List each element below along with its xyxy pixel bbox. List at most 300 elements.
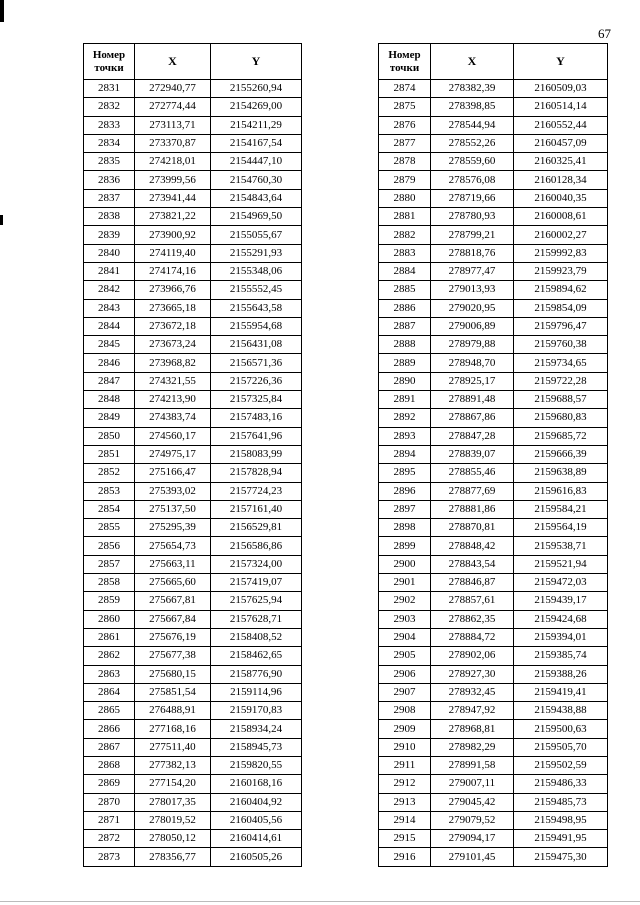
table-row [379, 98, 608, 116]
cell-x: 278019,52 [135, 811, 211, 829]
cell-x: 278968,81 [431, 720, 514, 738]
cell-point-number: 2895 [379, 464, 431, 482]
cell-y: 2159486,33 [514, 775, 608, 793]
cell-x: 278552,26 [431, 134, 514, 152]
cell-x: 277511,40 [135, 738, 211, 756]
cell-y: 2160457,09 [514, 134, 608, 152]
cell-point-number: 2884 [379, 262, 431, 280]
cell-y: 2160405,56 [211, 811, 302, 829]
table-row [84, 574, 302, 592]
cell-point-number: 2886 [379, 299, 431, 317]
table-row [84, 811, 302, 829]
table-row [379, 134, 608, 152]
cell-x: 274119,40 [135, 244, 211, 262]
cell-point-number: 2896 [379, 482, 431, 500]
cell-point-number: 2832 [84, 98, 135, 116]
table-row [379, 409, 608, 427]
cell-x: 278862,35 [431, 610, 514, 628]
cell-point-number: 2871 [84, 811, 135, 829]
table-row [84, 171, 302, 189]
cell-x: 275137,50 [135, 500, 211, 518]
cell-y: 2160168,16 [211, 775, 302, 793]
cell-point-number: 2860 [84, 610, 135, 628]
table-row [84, 537, 302, 555]
cell-y: 2155055,67 [211, 226, 302, 244]
cell-y: 2160414,61 [211, 830, 302, 848]
cell-x: 277168,16 [135, 720, 211, 738]
table-row [84, 134, 302, 152]
cell-x: 278867,86 [431, 409, 514, 427]
table-row [379, 226, 608, 244]
cell-point-number: 2897 [379, 500, 431, 518]
table-row [379, 336, 608, 354]
cell-y: 2159385,74 [514, 647, 608, 665]
table-row [84, 317, 302, 335]
cell-x: 278884,72 [431, 628, 514, 646]
cell-y: 2157324,00 [211, 555, 302, 573]
table-row [379, 756, 608, 774]
cell-x: 278881,86 [431, 500, 514, 518]
table-row [379, 628, 608, 646]
cell-x: 278857,61 [431, 592, 514, 610]
cell-point-number: 2875 [379, 98, 431, 116]
column-header-x: X [135, 44, 211, 80]
cell-point-number: 2892 [379, 409, 431, 427]
cell-y: 2160128,34 [514, 171, 608, 189]
cell-x: 273968,82 [135, 354, 211, 372]
table-row [84, 427, 302, 445]
cell-point-number: 2847 [84, 372, 135, 390]
table-row [379, 738, 608, 756]
page-bottom-edge [0, 901, 640, 902]
cell-y: 2159439,17 [514, 592, 608, 610]
table-row [84, 354, 302, 372]
table-row [379, 299, 608, 317]
cell-point-number: 2874 [379, 80, 431, 98]
table-row [84, 683, 302, 701]
cell-x: 273370,87 [135, 134, 211, 152]
cell-y: 2154843,64 [211, 189, 302, 207]
cell-x: 274213,90 [135, 391, 211, 409]
cell-point-number: 2876 [379, 116, 431, 134]
cell-x: 278848,42 [431, 537, 514, 555]
table-row [84, 793, 302, 811]
cell-y: 2157641,96 [211, 427, 302, 445]
cell-point-number: 2852 [84, 464, 135, 482]
table-row [84, 500, 302, 518]
cell-x: 278847,28 [431, 427, 514, 445]
cell-y: 2159923,79 [514, 262, 608, 280]
table-row [84, 226, 302, 244]
cell-point-number: 2910 [379, 738, 431, 756]
table-row [84, 445, 302, 463]
cell-point-number: 2857 [84, 555, 135, 573]
table-row [379, 153, 608, 171]
cell-point-number: 2906 [379, 665, 431, 683]
cell-point-number: 2898 [379, 519, 431, 537]
table-row [379, 189, 608, 207]
cell-x: 279079,52 [431, 811, 514, 829]
cell-point-number: 2836 [84, 171, 135, 189]
cell-y: 2158083,99 [211, 445, 302, 463]
cell-y: 2159760,38 [514, 336, 608, 354]
cell-point-number: 2870 [84, 793, 135, 811]
cell-x: 278719,66 [431, 189, 514, 207]
cell-point-number: 2837 [84, 189, 135, 207]
cell-x: 278877,69 [431, 482, 514, 500]
table-row [84, 464, 302, 482]
cell-point-number: 2859 [84, 592, 135, 610]
table-row [379, 665, 608, 683]
table-row [84, 80, 302, 98]
cell-point-number: 2846 [84, 354, 135, 372]
cell-x: 278948,70 [431, 354, 514, 372]
cell-x: 273665,18 [135, 299, 211, 317]
table-row [379, 244, 608, 262]
cell-x: 273673,24 [135, 336, 211, 354]
cell-y: 2159170,83 [211, 702, 302, 720]
table-row [84, 244, 302, 262]
cell-point-number: 2885 [379, 281, 431, 299]
cell-y: 2155552,45 [211, 281, 302, 299]
cell-x: 278855,46 [431, 464, 514, 482]
cell-y: 2157625,94 [211, 592, 302, 610]
cell-x: 273966,76 [135, 281, 211, 299]
cell-y: 2159475,30 [514, 848, 608, 866]
cell-point-number: 2848 [84, 391, 135, 409]
cell-point-number: 2914 [379, 811, 431, 829]
cell-x: 278846,87 [431, 574, 514, 592]
cell-point-number: 2855 [84, 519, 135, 537]
cell-x: 279101,45 [431, 848, 514, 866]
table-header-row [84, 44, 302, 80]
cell-y: 2159538,71 [514, 537, 608, 555]
cell-x: 272774,44 [135, 98, 211, 116]
column-header-point-number: Номер точки [84, 44, 135, 80]
table-row [379, 372, 608, 390]
table-row [84, 208, 302, 226]
table-row [84, 647, 302, 665]
cell-y: 2156571,36 [211, 354, 302, 372]
cell-x: 275295,39 [135, 519, 211, 537]
cell-point-number: 2899 [379, 537, 431, 555]
cell-y: 2159992,83 [514, 244, 608, 262]
cell-x: 278977,47 [431, 262, 514, 280]
cell-x: 278927,30 [431, 665, 514, 683]
cell-y: 2157628,71 [211, 610, 302, 628]
cell-x: 273941,44 [135, 189, 211, 207]
cell-x: 278544,94 [431, 116, 514, 134]
cell-point-number: 2905 [379, 647, 431, 665]
cell-point-number: 2850 [84, 427, 135, 445]
table-row [84, 482, 302, 500]
cell-y: 2155291,93 [211, 244, 302, 262]
cell-point-number: 2879 [379, 171, 431, 189]
table-row [379, 848, 608, 866]
cell-point-number: 2840 [84, 244, 135, 262]
cell-x: 278382,39 [431, 80, 514, 98]
cell-point-number: 2856 [84, 537, 135, 555]
cell-y: 2160040,35 [514, 189, 608, 207]
cell-point-number: 2882 [379, 226, 431, 244]
cell-point-number: 2839 [84, 226, 135, 244]
cell-point-number: 2853 [84, 482, 135, 500]
cell-y: 2159854,09 [514, 299, 608, 317]
cell-point-number: 2904 [379, 628, 431, 646]
cell-x: 278979,88 [431, 336, 514, 354]
cell-x: 279094,17 [431, 830, 514, 848]
cell-point-number: 2908 [379, 702, 431, 720]
table-row [84, 299, 302, 317]
cell-point-number: 2863 [84, 665, 135, 683]
table-row [84, 391, 302, 409]
cell-point-number: 2843 [84, 299, 135, 317]
table-header-row [379, 44, 608, 80]
cell-y: 2159685,72 [514, 427, 608, 445]
table-row [379, 445, 608, 463]
cell-point-number: 2903 [379, 610, 431, 628]
table-row [379, 574, 608, 592]
cell-x: 278356,77 [135, 848, 211, 866]
cell-x: 275665,60 [135, 574, 211, 592]
cell-x: 275393,02 [135, 482, 211, 500]
cell-y: 2160514,14 [514, 98, 608, 116]
cell-y: 2158945,73 [211, 738, 302, 756]
table-row [379, 116, 608, 134]
cell-y: 2159564,19 [514, 519, 608, 537]
cell-point-number: 2907 [379, 683, 431, 701]
table-row [84, 409, 302, 427]
cell-x: 278982,29 [431, 738, 514, 756]
cell-x: 274383,74 [135, 409, 211, 427]
cell-y: 2158462,65 [211, 647, 302, 665]
cell-point-number: 2866 [84, 720, 135, 738]
table-row [379, 354, 608, 372]
cell-y: 2156529,81 [211, 519, 302, 537]
cell-x: 273900,92 [135, 226, 211, 244]
cell-y: 2157828,94 [211, 464, 302, 482]
table-row [379, 555, 608, 573]
cell-y: 2154969,50 [211, 208, 302, 226]
cell-y: 2158776,90 [211, 665, 302, 683]
cell-y: 2160404,92 [211, 793, 302, 811]
cell-x: 274174,16 [135, 262, 211, 280]
cell-x: 275667,81 [135, 592, 211, 610]
cell-y: 2160002,27 [514, 226, 608, 244]
table-row [84, 281, 302, 299]
table-row [379, 683, 608, 701]
cell-point-number: 2872 [84, 830, 135, 848]
cell-x: 274321,55 [135, 372, 211, 390]
cell-point-number: 2841 [84, 262, 135, 280]
cell-point-number: 2835 [84, 153, 135, 171]
column-header-point-number: Номер точки [379, 44, 431, 80]
table-row [84, 372, 302, 390]
table-row [379, 702, 608, 720]
cell-y: 2159521,94 [514, 555, 608, 573]
cell-x: 275166,47 [135, 464, 211, 482]
cell-x: 279006,89 [431, 317, 514, 335]
table-row [84, 830, 302, 848]
cell-point-number: 2833 [84, 116, 135, 134]
table-row [379, 427, 608, 445]
table-row [379, 537, 608, 555]
cell-x: 278991,58 [431, 756, 514, 774]
cell-point-number: 2915 [379, 830, 431, 848]
cell-y: 2155348,06 [211, 262, 302, 280]
table-row [379, 464, 608, 482]
cell-point-number: 2831 [84, 80, 135, 98]
cell-point-number: 2862 [84, 647, 135, 665]
cell-x: 278799,21 [431, 226, 514, 244]
table-row [84, 628, 302, 646]
cell-x: 275680,15 [135, 665, 211, 683]
cell-y: 2159666,39 [514, 445, 608, 463]
cell-point-number: 2851 [84, 445, 135, 463]
cell-x: 278947,92 [431, 702, 514, 720]
cell-y: 2159734,65 [514, 354, 608, 372]
cell-y: 2158934,24 [211, 720, 302, 738]
table-row [84, 153, 302, 171]
cell-point-number: 2909 [379, 720, 431, 738]
cell-x: 278398,85 [431, 98, 514, 116]
cell-y: 2160552,44 [514, 116, 608, 134]
page-number: 67 [598, 26, 611, 41]
cell-y: 2160008,61 [514, 208, 608, 226]
cell-y: 2159498,95 [514, 811, 608, 829]
table-row [84, 592, 302, 610]
table-row [84, 189, 302, 207]
cell-x: 278050,12 [135, 830, 211, 848]
cell-point-number: 2883 [379, 244, 431, 262]
cell-y: 2154167,54 [211, 134, 302, 152]
cell-x: 279013,93 [431, 281, 514, 299]
table-row [379, 830, 608, 848]
cell-point-number: 2854 [84, 500, 135, 518]
cell-point-number: 2834 [84, 134, 135, 152]
table-row [379, 208, 608, 226]
table-row [84, 848, 302, 866]
cell-y: 2159419,41 [514, 683, 608, 701]
cell-x: 278932,45 [431, 683, 514, 701]
cell-point-number: 2867 [84, 738, 135, 756]
cell-x: 275654,73 [135, 537, 211, 555]
column-header-y: Y [211, 44, 302, 80]
cell-x: 273113,71 [135, 116, 211, 134]
table-row [84, 116, 302, 134]
table-row [84, 336, 302, 354]
cell-point-number: 2893 [379, 427, 431, 445]
cell-y: 2159394,01 [514, 628, 608, 646]
table-row [84, 756, 302, 774]
cell-x: 278843,54 [431, 555, 514, 573]
cell-y: 2159472,03 [514, 574, 608, 592]
table-row [84, 610, 302, 628]
cell-x: 279020,95 [431, 299, 514, 317]
cell-y: 2157724,23 [211, 482, 302, 500]
cell-x: 273999,56 [135, 171, 211, 189]
coordinates-table-left [83, 43, 302, 867]
cell-x: 278818,76 [431, 244, 514, 262]
cell-point-number: 2894 [379, 445, 431, 463]
table-row [379, 720, 608, 738]
cell-point-number: 2901 [379, 574, 431, 592]
cell-point-number: 2913 [379, 793, 431, 811]
cell-x: 274560,17 [135, 427, 211, 445]
cell-point-number: 2887 [379, 317, 431, 335]
cell-y: 2159388,26 [514, 665, 608, 683]
cell-point-number: 2916 [379, 848, 431, 866]
table-row [379, 610, 608, 628]
cell-x: 278839,07 [431, 445, 514, 463]
cell-x: 274975,17 [135, 445, 211, 463]
cell-y: 2159584,21 [514, 500, 608, 518]
cell-x: 272940,77 [135, 80, 211, 98]
cell-y: 2159796,47 [514, 317, 608, 335]
cell-y: 2157483,16 [211, 409, 302, 427]
cell-y: 2159894,62 [514, 281, 608, 299]
table-row [379, 171, 608, 189]
cell-x: 275851,54 [135, 683, 211, 701]
table-row [84, 262, 302, 280]
cell-y: 2155260,94 [211, 80, 302, 98]
table-row [84, 665, 302, 683]
cell-y: 2159502,59 [514, 756, 608, 774]
cell-point-number: 2844 [84, 317, 135, 335]
table-row [379, 647, 608, 665]
cell-y: 2155643,58 [211, 299, 302, 317]
table-row [84, 555, 302, 573]
cell-x: 278559,60 [431, 153, 514, 171]
cell-point-number: 2838 [84, 208, 135, 226]
cell-point-number: 2849 [84, 409, 135, 427]
cell-y: 2159438,88 [514, 702, 608, 720]
cell-point-number: 2877 [379, 134, 431, 152]
table-row [379, 317, 608, 335]
column-header-x: X [431, 44, 514, 80]
cell-y: 2156586,86 [211, 537, 302, 555]
cell-y: 2159424,68 [514, 610, 608, 628]
cell-x: 273821,22 [135, 208, 211, 226]
table-row [84, 702, 302, 720]
cell-y: 2154447,10 [211, 153, 302, 171]
cell-x: 275676,19 [135, 628, 211, 646]
cell-x: 278780,93 [431, 208, 514, 226]
cell-x: 279007,11 [431, 775, 514, 793]
cell-x: 275677,38 [135, 647, 211, 665]
table-row [84, 720, 302, 738]
cell-point-number: 2869 [84, 775, 135, 793]
cell-point-number: 2888 [379, 336, 431, 354]
cell-x: 277154,20 [135, 775, 211, 793]
cell-y: 2159680,83 [514, 409, 608, 427]
table-row [379, 793, 608, 811]
cell-y: 2159638,89 [514, 464, 608, 482]
cell-point-number: 2902 [379, 592, 431, 610]
cell-y: 2157325,84 [211, 391, 302, 409]
cell-point-number: 2912 [379, 775, 431, 793]
cell-y: 2160509,03 [514, 80, 608, 98]
cell-x: 274218,01 [135, 153, 211, 171]
table-row [379, 811, 608, 829]
cell-y: 2159722,28 [514, 372, 608, 390]
table-row [379, 80, 608, 98]
table-row [84, 519, 302, 537]
cell-y: 2159485,73 [514, 793, 608, 811]
cell-point-number: 2878 [379, 153, 431, 171]
table-row [84, 738, 302, 756]
cell-y: 2154760,30 [211, 171, 302, 189]
